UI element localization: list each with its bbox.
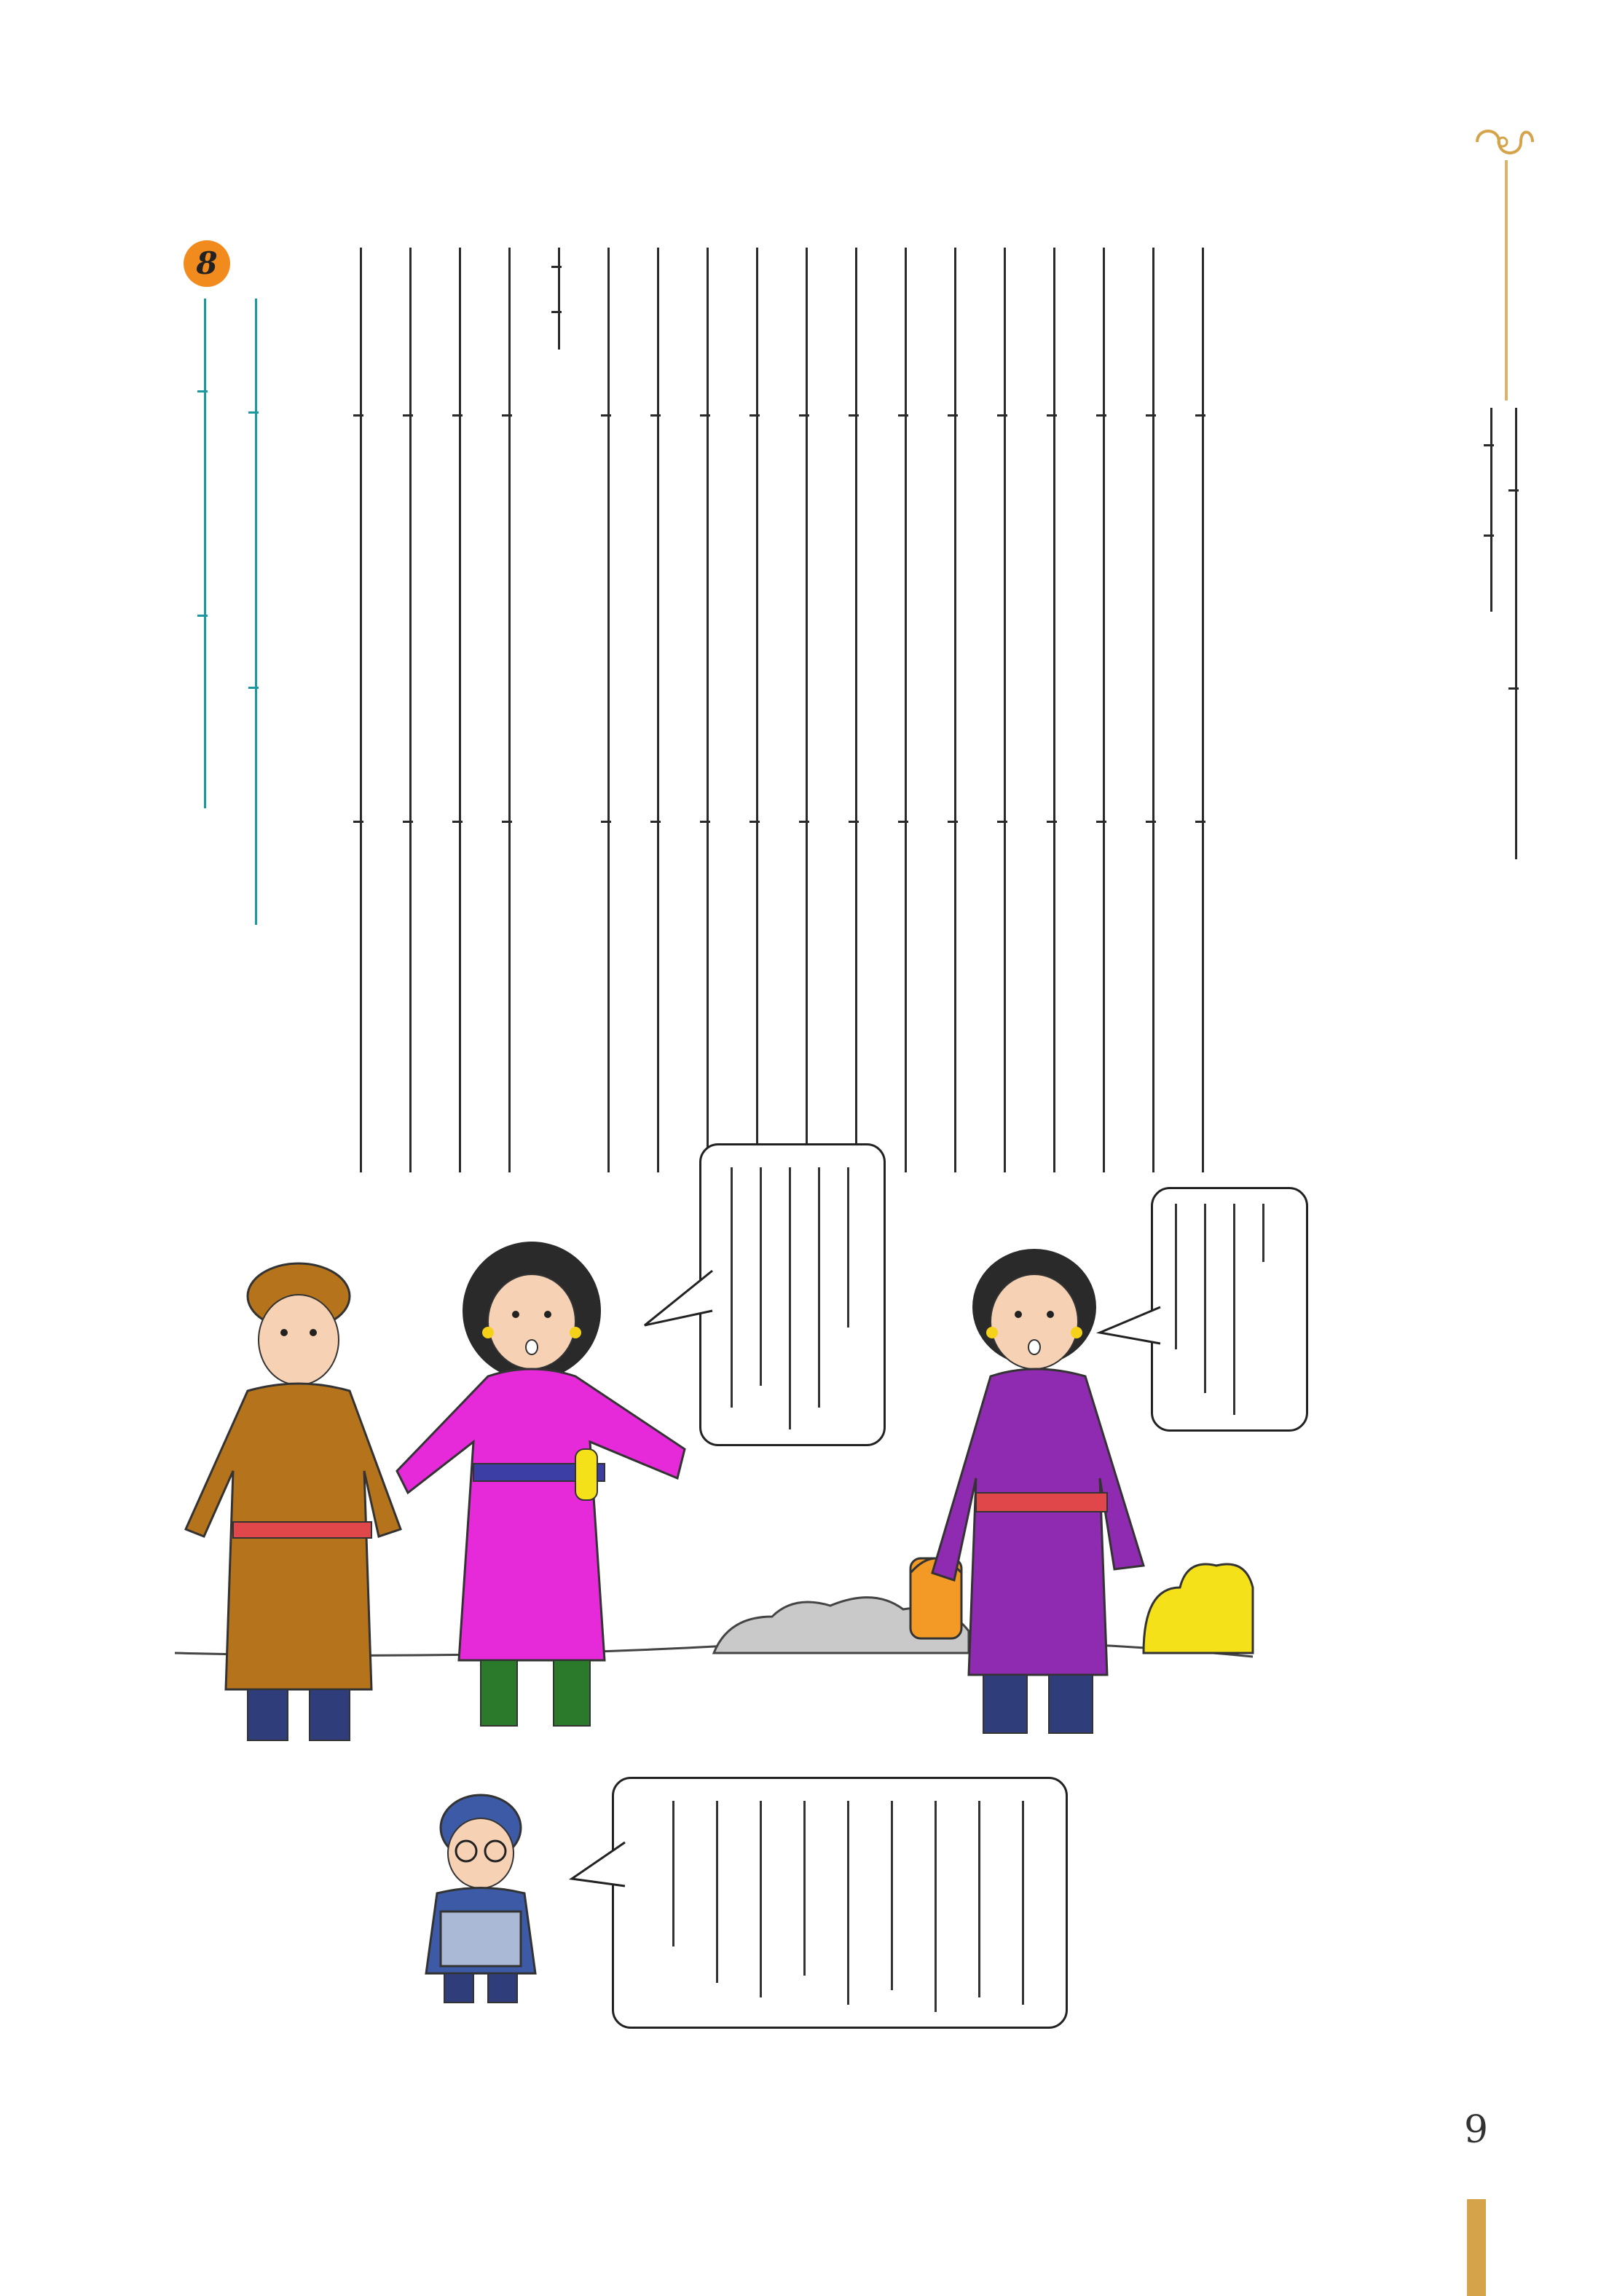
speech-bubble-top-right xyxy=(1151,1187,1308,1432)
header-gold-rule xyxy=(1505,160,1508,401)
yellow-bush xyxy=(1144,1564,1253,1653)
question-text-block xyxy=(182,299,299,925)
body-text-block xyxy=(524,233,1238,1172)
child-reading xyxy=(408,1784,554,2017)
question-number-badge: 8 xyxy=(184,240,230,287)
bubble-tail-bottom xyxy=(568,1835,626,1893)
page-number: 9 xyxy=(1464,2108,1489,2152)
header-ornament xyxy=(1470,120,1535,164)
bubble-tail-top-right xyxy=(1096,1303,1162,1347)
man-ochre-robe xyxy=(182,1252,415,1748)
running-header xyxy=(1486,408,1537,859)
speech-bubble-middle xyxy=(699,1143,886,1446)
gold-bar xyxy=(1467,2199,1486,2296)
bubble-tail-middle xyxy=(641,1267,714,1333)
speech-bubble-bottom xyxy=(612,1777,1068,2029)
